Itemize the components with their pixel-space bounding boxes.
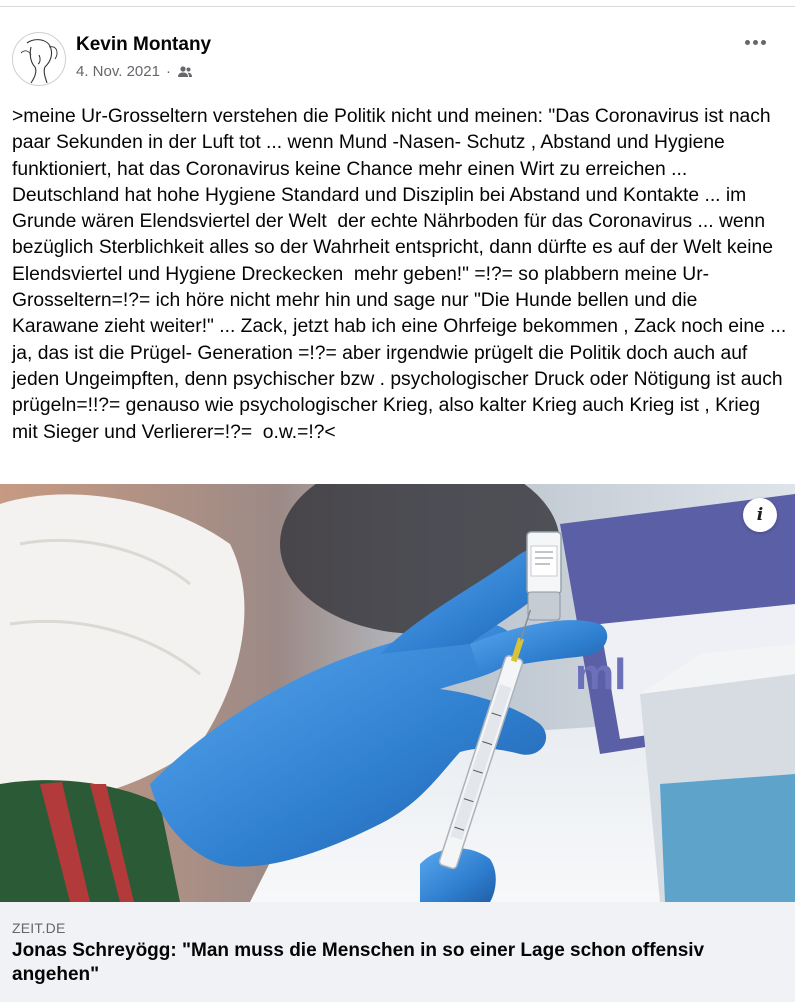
link-preview-image[interactable] bbox=[0, 484, 795, 902]
avatar[interactable] bbox=[12, 32, 66, 86]
author-name[interactable]: Kevin Montany bbox=[76, 34, 212, 55]
post-meta bbox=[76, 63, 193, 80]
link-domain: ZEIT.DE bbox=[12, 920, 66, 936]
link-preview-caption[interactable] bbox=[0, 902, 795, 1002]
vaccine-syringe-photo bbox=[0, 484, 795, 902]
post-date[interactable]: 4. Nov. 2021 bbox=[76, 63, 160, 80]
avatar-sketch-icon bbox=[13, 33, 65, 85]
info-icon[interactable]: i bbox=[743, 498, 777, 532]
box-label: ml bbox=[575, 650, 627, 699]
meta-separator: · bbox=[165, 63, 171, 80]
post-header bbox=[0, 0, 795, 100]
post-text: >meine Ur-Grosseltern verstehen die Politik nicht und meinen: "Das Coronavirus ist nach paar Sekunden in der Luft tot ... wenn Mund -Nasen- Schutz , Abstand und Hygiene funktioniert, hat das Coronavirus keine Chance mehr einen Wirt zu erreichen ... Deutschland hat hohe Hygiene Standard und Disziplin bei Abstand und Kontakte ... im Grunde wären Elendsviertel der Welt der echte Nährboden für das Coronavirus ... wenn bezüglich Sterblichkeit alles so der Wahrheit entspricht, dann dürfte es auf der Welt keine Elendsviertel und Hygiene Dreckecken mehr geben!" =!?= so plabbern meine Ur-Grosseltern=!?= ich höre nicht mehr hin und sage nur "Die Hunde bellen und die Karawane zieht weiter!" ... Zack, jetzt hab ich eine Ohrfeige bekommen , Zack noch eine ... ja, das ist die Prügel- Generation =!?= aber irgendwie prügelt die Politik doch auch auf jeden Ungeimpften, denn psychischer bzw . psychologischer Druck oder Nötigung ist auch prügeln=!!?= genauso wie psychologischer Krieg, also kalter Krieg auch Krieg ist , Krieg mit Sieger und Verlierer=!?= o.w.=!?< bbox=[12, 106, 792, 443]
link-headline[interactable]: Jonas Schreyögg: "Man muss die Menschen in so einer Lage schon offensiv angehen" bbox=[12, 940, 705, 985]
friends-icon[interactable] bbox=[177, 64, 193, 80]
more-options-icon[interactable] bbox=[735, 30, 775, 54]
